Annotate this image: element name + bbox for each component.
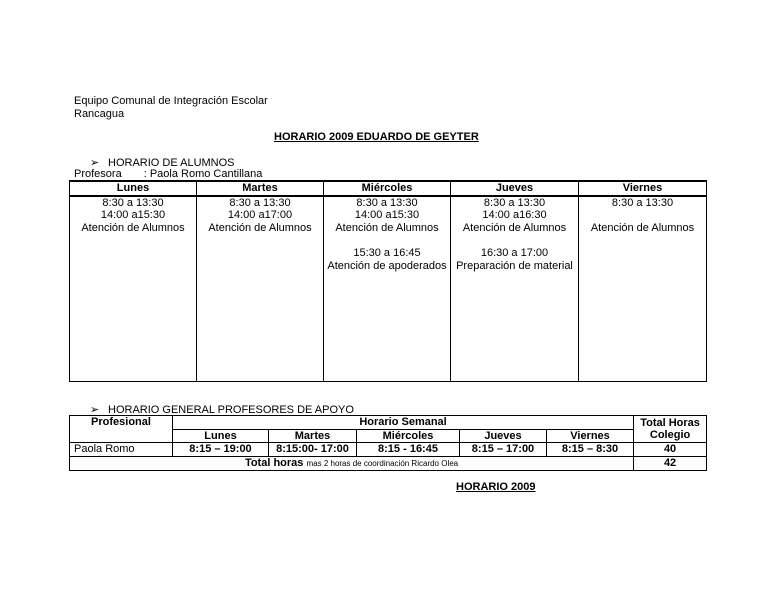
day-header-viernes: Viernes xyxy=(547,429,634,443)
cell-line: Atención de Alumnos xyxy=(335,221,439,234)
organization-name: Equipo Comunal de Integración Escolar xyxy=(74,95,268,107)
cell-line: 8:30 a 13:30 xyxy=(102,196,164,209)
cell-line: 16:30 a 17:00 xyxy=(480,246,549,259)
table-row xyxy=(70,443,707,457)
time-lunes: 8:15 – 19:00 xyxy=(173,443,269,457)
document-title: HORARIO 2009 EDUARDO DE GEYTER xyxy=(274,131,479,143)
schedule-cell-viernes xyxy=(579,196,707,382)
professional-name: Paola Romo xyxy=(70,443,173,457)
day-header-lunes: Lunes xyxy=(173,429,269,443)
time-miercoles: 8:15 - 16:45 xyxy=(357,443,460,457)
cell-line: 14:00 a17:00 xyxy=(227,209,293,222)
schedule-cell-lunes xyxy=(70,196,197,382)
day-header-martes: Martes xyxy=(269,429,357,443)
schedule-cell-miercoles xyxy=(324,196,451,382)
day-header-jueves: Jueves xyxy=(460,429,547,443)
cell-line: Atención de Alumnos xyxy=(462,221,567,234)
teacher-line xyxy=(74,168,262,180)
total-note: mas 2 horas de coordinación Ricardo Olea xyxy=(306,458,459,468)
time-viernes: 8:15 – 8:30 xyxy=(547,443,634,457)
table-header-row xyxy=(70,181,707,196)
teacher-name: : Paola Romo Cantillana xyxy=(143,168,263,180)
cell-line: 14:00 a15:30 xyxy=(100,209,166,222)
total-row xyxy=(70,456,707,471)
header-total-horas: Total Horas Colegio xyxy=(634,416,707,443)
schedule-cell-martes xyxy=(197,196,324,382)
header-horario-semanal: Horario Semanal xyxy=(173,416,634,430)
cell-gap xyxy=(579,209,706,222)
day-header-jueves: Jueves xyxy=(451,181,579,196)
time-martes: 8:15:00- 17:00 xyxy=(269,443,357,457)
header-profesional: Profesional xyxy=(70,416,173,443)
cell-line: 14:00 a15:30 xyxy=(354,209,420,222)
section-teachers-label: HORARIO GENERAL PROFESORES DE APOYO xyxy=(108,404,354,416)
day-header-miercoles: Miércoles xyxy=(357,429,460,443)
cell-line: 8:30 a 13:30 xyxy=(611,196,674,209)
cell-line: Preparación de material xyxy=(456,259,573,272)
cell-line: Atención de Alumnos xyxy=(81,221,185,234)
cell-line: Atención de Alumnos xyxy=(590,221,695,234)
cell-line: Atención de apoderados xyxy=(327,259,447,272)
cell-gap xyxy=(324,234,450,247)
day-header-lunes: Lunes xyxy=(70,181,197,196)
teacher-label: Profesora xyxy=(74,168,122,180)
day-header-viernes: Viernes xyxy=(579,181,707,196)
schedule-cell-jueves xyxy=(451,196,579,382)
cell-line: Atención de Alumnos xyxy=(208,221,312,234)
city-name: Rancagua xyxy=(74,108,125,120)
day-header-miercoles: Miércoles xyxy=(324,181,451,196)
day-header-martes: Martes xyxy=(197,181,324,196)
student-schedule-table xyxy=(69,180,707,382)
cell-gap xyxy=(451,234,578,247)
total-value: 42 xyxy=(634,456,707,471)
time-jueves: 8:15 – 17:00 xyxy=(460,443,547,457)
table-header-row xyxy=(70,416,707,430)
cell-line: 8:30 a 13:30 xyxy=(483,196,546,209)
arrow-bullet-icon: ➢ xyxy=(90,404,100,416)
section-students-label: HORARIO DE ALUMNOS xyxy=(108,157,235,169)
table-row xyxy=(70,196,707,382)
general-schedule-table xyxy=(69,415,707,471)
cell-line: 14:00 a16:30 xyxy=(482,209,547,222)
cell-line: 15:30 a 16:45 xyxy=(353,246,421,259)
total-label-cell xyxy=(70,456,634,471)
cell-line: 8:30 a 13:30 xyxy=(229,196,291,209)
arrow-bullet-icon: ➢ xyxy=(90,157,100,169)
footer-title: HORARIO 2009 xyxy=(456,481,536,493)
cell-line: 8:30 a 13:30 xyxy=(356,196,418,209)
row-total-hours: 40 xyxy=(634,443,707,457)
total-label: Total horas xyxy=(244,456,304,469)
